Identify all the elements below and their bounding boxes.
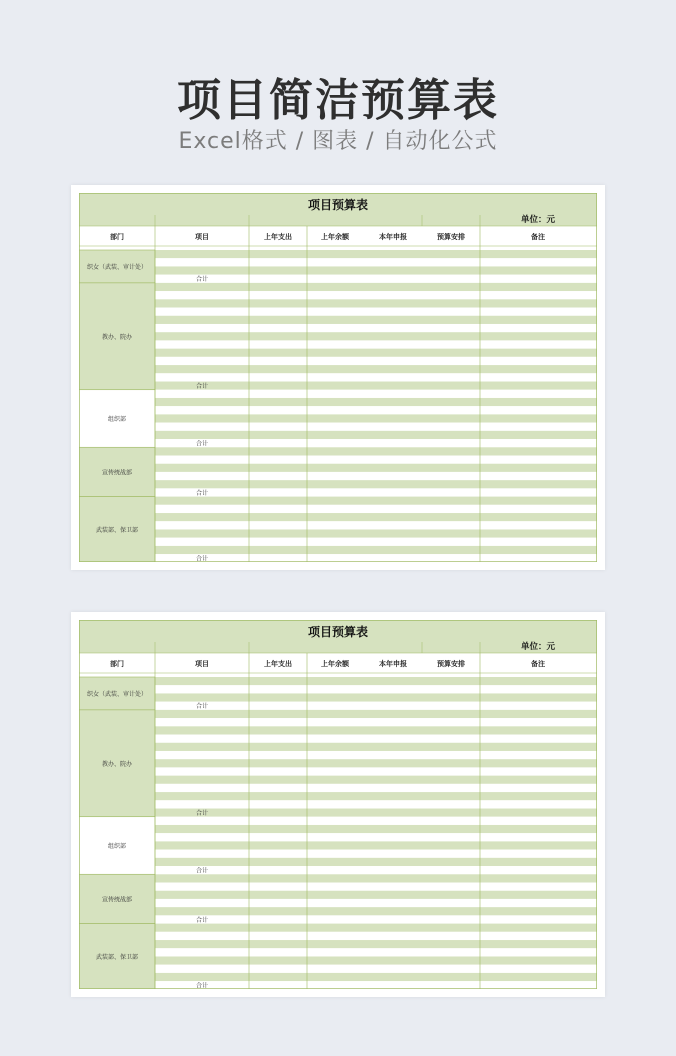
table-row — [155, 324, 597, 332]
department-name: 教办、院办 — [101, 333, 133, 341]
table-row — [155, 456, 597, 464]
table-row — [155, 554, 597, 562]
column-header: 上年余额 — [321, 233, 349, 241]
total-label: 合计 — [195, 982, 209, 989]
table-row — [155, 809, 597, 817]
column-header: 备注 — [531, 660, 545, 668]
department-name: 教办、院办 — [101, 760, 133, 768]
table-row — [155, 726, 597, 734]
table-row — [155, 431, 597, 439]
department-name: 织女（武装、审计处） — [86, 690, 148, 698]
table-row — [155, 685, 597, 693]
column-header: 备注 — [531, 233, 545, 241]
table-row — [155, 858, 597, 866]
column-header: 上年余额 — [321, 660, 349, 668]
table-row — [155, 850, 597, 858]
total-label: 合计 — [195, 703, 209, 711]
column-header: 上年支出 — [264, 660, 292, 668]
table-row — [155, 439, 597, 447]
table-row — [155, 932, 597, 940]
table-row — [155, 497, 597, 505]
table-row — [155, 382, 597, 390]
column-header: 本年申报 — [379, 660, 407, 668]
table-row — [155, 784, 597, 792]
department-name: 宣传统战部 — [101, 469, 133, 477]
table-row — [155, 776, 597, 784]
table-row — [155, 915, 597, 923]
table-row — [155, 291, 597, 299]
table-row — [155, 973, 597, 981]
column-header: 上年支出 — [264, 233, 292, 241]
table-row — [155, 480, 597, 488]
column-header: 预算安排 — [437, 233, 465, 241]
table-row — [155, 250, 597, 258]
table-row — [155, 538, 597, 546]
table-row — [155, 373, 597, 381]
total-label: 合计 — [195, 440, 209, 448]
total-label: 合计 — [195, 916, 209, 924]
budget-sheet — [79, 193, 597, 562]
table-row — [155, 340, 597, 348]
department-name: 宣传统战部 — [101, 896, 133, 904]
table-row — [155, 743, 597, 751]
table-row — [155, 349, 597, 357]
table-row — [155, 833, 597, 841]
table-row — [155, 702, 597, 710]
table-row — [155, 891, 597, 899]
table-row — [155, 841, 597, 849]
table-row — [155, 316, 597, 324]
table-row — [155, 899, 597, 907]
table-row — [155, 825, 597, 833]
column-header: 预算安排 — [437, 660, 465, 668]
total-label: 合计 — [195, 276, 209, 284]
total-label: 合计 — [195, 555, 209, 562]
table-row — [155, 521, 597, 529]
table-row — [155, 710, 597, 718]
table-row — [155, 883, 597, 891]
sheet-title: 项目预算表 — [307, 625, 369, 639]
column-header: 本年申报 — [379, 233, 407, 241]
department-name: 武装部、保卫部 — [95, 526, 139, 534]
table-row — [155, 751, 597, 759]
total-label: 合计 — [195, 383, 209, 391]
table-row — [155, 398, 597, 406]
table-row — [155, 767, 597, 775]
table-row — [155, 866, 597, 874]
table-row — [155, 677, 597, 685]
table-row — [155, 414, 597, 422]
total-label: 合计 — [195, 489, 209, 497]
table-row — [155, 464, 597, 472]
table-row — [155, 981, 597, 989]
table-row — [155, 505, 597, 513]
department-name: 组织部 — [107, 843, 127, 851]
table-row — [155, 546, 597, 554]
unit-label: 单位：元 — [520, 642, 556, 652]
table-row — [155, 423, 597, 431]
table-row — [155, 513, 597, 521]
table-row — [155, 956, 597, 964]
unit-label: 单位：元 — [520, 215, 556, 225]
department-name: 织女（武装、审计处） — [86, 263, 148, 271]
table-row — [155, 792, 597, 800]
table-row — [155, 266, 597, 274]
header-gap — [79, 246, 597, 250]
table-row — [155, 365, 597, 373]
table-row — [155, 817, 597, 825]
table-row — [155, 529, 597, 537]
page-title: 项目简洁预算表 — [177, 75, 499, 126]
column-header: 项目 — [195, 660, 209, 668]
table-row — [155, 965, 597, 973]
department-name: 组织部 — [107, 416, 127, 424]
table-row — [155, 472, 597, 480]
header-gap — [79, 673, 597, 677]
sheet-preview-card — [71, 612, 605, 997]
table-row — [155, 275, 597, 283]
sheet-preview-card — [71, 185, 605, 570]
column-header: 部门 — [110, 660, 124, 668]
table-row — [155, 735, 597, 743]
table-row — [155, 488, 597, 496]
column-header: 部门 — [110, 233, 124, 241]
table-row — [155, 332, 597, 340]
table-row — [155, 447, 597, 455]
table-row — [155, 283, 597, 291]
sheet-title: 项目预算表 — [307, 198, 369, 212]
department-name: 武装部、保卫部 — [95, 953, 139, 961]
table-row — [155, 948, 597, 956]
table-row — [155, 718, 597, 726]
table-row — [155, 390, 597, 398]
table-row — [155, 357, 597, 365]
column-header: 项目 — [195, 233, 209, 241]
table-row — [155, 759, 597, 767]
table-row — [155, 299, 597, 307]
budget-sheet — [79, 620, 597, 989]
table-row — [155, 874, 597, 882]
table-row — [155, 907, 597, 915]
total-label: 合计 — [195, 810, 209, 818]
table-row — [155, 693, 597, 701]
table-row — [155, 308, 597, 316]
table-row — [155, 924, 597, 932]
table-row — [155, 800, 597, 808]
table-row — [155, 406, 597, 414]
table-row — [155, 940, 597, 948]
table-row — [155, 258, 597, 266]
page-subtitle: Excel格式 / 图表 / 自动化公式 — [178, 129, 498, 154]
total-label: 合计 — [195, 867, 209, 875]
